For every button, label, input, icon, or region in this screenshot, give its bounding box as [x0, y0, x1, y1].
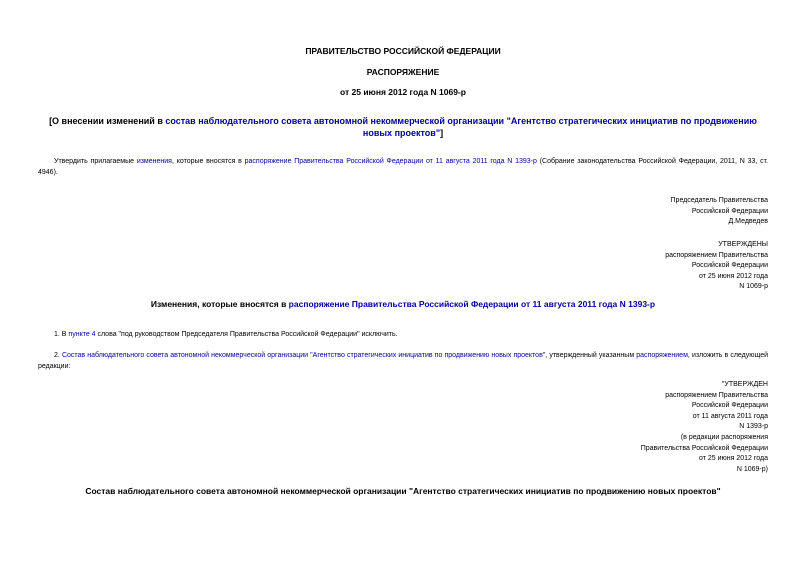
subject-open: [О внесении изменений в [49, 116, 166, 126]
signature-block [671, 196, 768, 228]
main-paragraph-text: , которые вносятся в [171, 158, 245, 165]
approval-line: Российской Федерации [691, 262, 768, 270]
link-order-1393[interactable]: распоряжение Правительства Российской Федерации от 11 августа 2011 года N 1393-р [244, 158, 537, 165]
approval-line: Российской Федерации [691, 402, 768, 410]
approval-line: "УТВЕРЖДЕН [721, 381, 768, 388]
signature-line: Российской Федерации [691, 207, 768, 215]
link-point-4[interactable]: пункте 4 [68, 331, 96, 338]
document-type-heading: РАСПОРЯЖЕНИЕ [366, 67, 440, 77]
signature-line: Председатель Правительства [670, 197, 768, 204]
subject-link-council-composition[interactable]: состав наблюдательного совета автономной некоммерческой организации "Агентство стратегических инициатив по продвижению новых проектов" [165, 116, 757, 138]
document-date-heading: от 25 июня 2012 года N 1069-р [340, 87, 466, 97]
government-heading: ПРАВИТЕЛЬСТВО РОССИЙСКОЙ ФЕДЕРАЦИИ [305, 46, 501, 56]
list-item-2 [38, 350, 768, 372]
approval-line: распоряжением Правительства [665, 391, 768, 399]
approval-block [665, 240, 768, 293]
link-changes[interactable]: изменения [136, 158, 172, 165]
approval-line: распоряжением Правительства [665, 251, 768, 259]
approval-line: от 25 июня 2012 года [698, 455, 768, 463]
link-order[interactable]: распоряжением [636, 352, 688, 359]
list-item-text: , утвержденный указанным [545, 352, 637, 359]
main-paragraph-text: (Собрание законодательства Российской Федерации, 2011, N 33, ст. 4946). [38, 158, 768, 176]
signature-name: Д.Медведев [728, 218, 768, 226]
document-page [38, 0, 768, 571]
list-item-text: 1. В [54, 331, 69, 338]
approval-line: (в редакции распоряжения [680, 433, 768, 441]
changes-title [38, 299, 768, 309]
document-subject [38, 115, 768, 139]
approval-line: Правительства Российской Федерации [640, 444, 768, 452]
approval-line: УТВЕРЖДЕНЫ [718, 241, 768, 248]
main-paragraph [38, 156, 768, 178]
subject-close: ] [440, 128, 444, 138]
approval-line: N 1069-р) [736, 465, 768, 473]
link-council-composition[interactable]: Состав наблюдательного совета автономной некоммерческой организации "Агентство стратегических инициатив по продвижению новых проектов" [61, 352, 546, 359]
changes-title-text: Изменения, которые вносятся в [150, 299, 289, 309]
approval-line: N 1393-р [739, 423, 768, 431]
list-item-text: 2. [54, 352, 62, 359]
list-item-text: слова "под руководством Председателя Правительства Российской Федерации" исключить. [95, 331, 398, 338]
list-item-text: , изложить в следующей редакции: [38, 352, 768, 370]
composition-title: Состав наблюдательного совета автономной некоммерческой организации "Агентство стратегических инициатив по продвижению новых проектов" [85, 486, 721, 496]
approval-line: N 1069-р [739, 283, 768, 291]
approval-line: от 11 августа 2011 года [692, 412, 768, 420]
approval-line: от 25 июня 2012 года [698, 272, 768, 280]
changes-title-link-order-1393[interactable]: распоряжение Правительства Российской Федерации от 11 августа 2011 года N 1393-р [288, 299, 656, 309]
list-item-1 [38, 329, 768, 340]
approval-block-revised [641, 380, 768, 475]
main-paragraph-text: Утвердить прилагаемые [54, 158, 137, 165]
